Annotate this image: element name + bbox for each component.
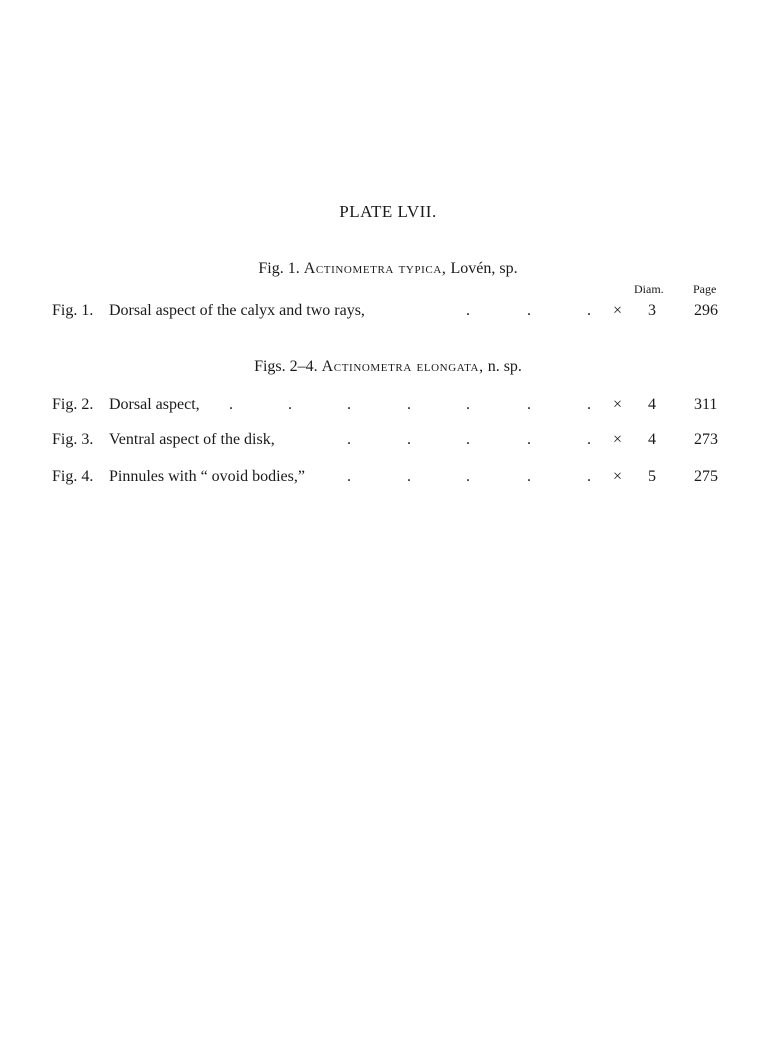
leader-dot: .: [527, 396, 531, 413]
section-heading-prefix: Figs. 2–4.: [254, 358, 318, 375]
figure-description: Dorsal aspect of the calyx and two rays,: [109, 302, 365, 319]
leader-dot: .: [407, 431, 411, 448]
page-number: 273: [694, 431, 718, 448]
leader-dot: .: [347, 468, 351, 485]
page-number: 296: [694, 302, 718, 319]
leader-dot: .: [347, 396, 351, 413]
figure-entry: [0, 468, 776, 490]
figure-label: Fig. 4.: [52, 468, 94, 485]
leader-dot: .: [407, 468, 411, 485]
diameter-value: 3: [648, 302, 656, 319]
diameter-value: 5: [648, 468, 656, 485]
section-heading-1: [0, 260, 776, 278]
figure-description: Pinnules with “ ovoid bodies,”: [109, 468, 305, 485]
times-sign: ×: [613, 302, 623, 319]
figure-entry: [0, 396, 776, 418]
leader-dot: .: [587, 396, 591, 413]
leader-dot: .: [527, 302, 531, 319]
times-sign: ×: [613, 431, 623, 448]
figure-description: Ventral aspect of the disk,: [109, 431, 275, 448]
leader-dot: .: [527, 468, 531, 485]
section-heading-species: Actinometra elongata,: [321, 358, 484, 375]
section-heading-authority: Lovén, sp.: [450, 260, 518, 277]
figure-entry: [0, 302, 776, 324]
figure-entry: [0, 431, 776, 453]
figure-label: Fig. 3.: [52, 431, 94, 448]
page-number: 311: [694, 396, 718, 413]
times-sign: ×: [613, 468, 623, 485]
leader-dot: .: [466, 431, 470, 448]
leader-dot: .: [587, 302, 591, 319]
page-number: 275: [694, 468, 718, 485]
leader-dot: .: [587, 468, 591, 485]
times-sign: ×: [613, 396, 623, 413]
plate-title: PLATE LVII.: [339, 202, 437, 221]
figure-label: Fig. 1.: [52, 302, 94, 319]
section-heading-species: Actinometra typica,: [303, 260, 447, 277]
leader-dot: .: [288, 396, 292, 413]
diameter-value: 4: [648, 431, 656, 448]
leader-dot: .: [347, 431, 351, 448]
leader-dot: .: [466, 302, 470, 319]
leader-dot: .: [407, 396, 411, 413]
leader-dot: .: [466, 468, 470, 485]
leader-dot: .: [466, 396, 470, 413]
diam-column-header: Diam.: [634, 282, 664, 296]
diameter-value: 4: [648, 396, 656, 413]
figure-description: Dorsal aspect,: [109, 396, 200, 413]
leader-dot: .: [587, 431, 591, 448]
page-column-header: Page: [693, 282, 717, 296]
leader-dot: .: [229, 396, 233, 413]
section-heading-2: [0, 358, 776, 376]
section-heading-authority: n. sp.: [487, 358, 522, 375]
leader-dot: .: [527, 431, 531, 448]
section-heading-prefix: Fig. 1.: [258, 260, 300, 277]
figure-label: Fig. 2.: [52, 396, 94, 413]
